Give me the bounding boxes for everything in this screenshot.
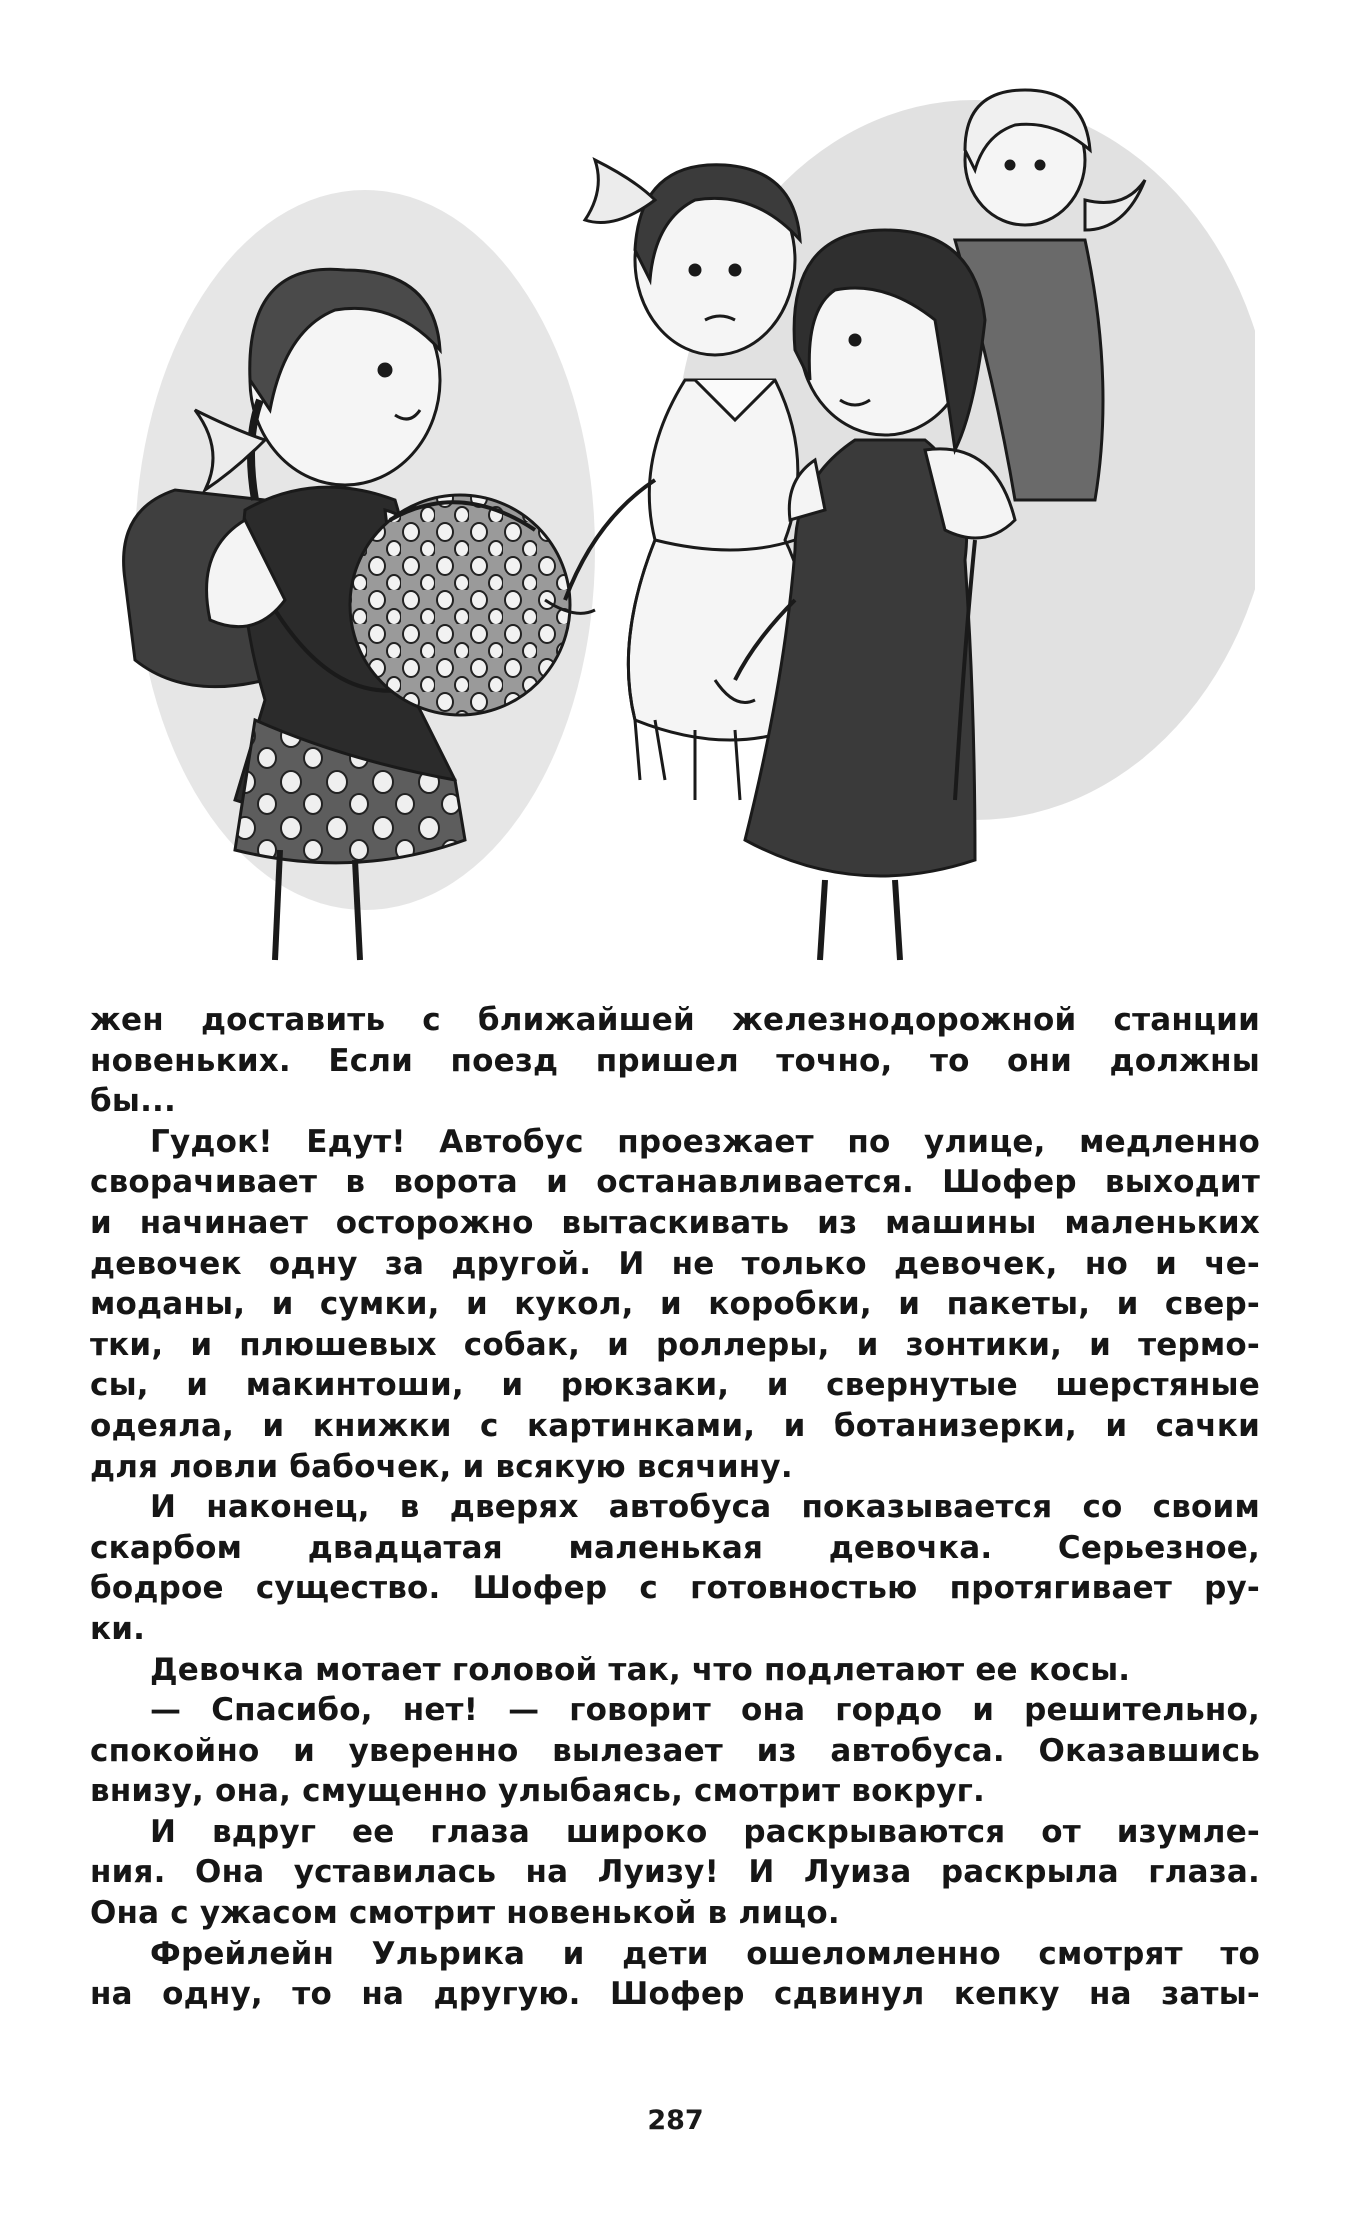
paragraph-3 [90,1487,1260,1649]
text-line: Она с ужасом смотрит новенькой в лицо. [90,1895,840,1932]
text-line: ки. [90,1610,146,1647]
text-line: Фрейлейн Ульрика и дети ошеломленно смотрят то [150,1935,1260,1972]
text-line: ния. Она уставилась на Луизу! И Луиза раскрыла глаза. [90,1854,1260,1891]
paragraph-1 [90,1000,1260,1122]
paragraph-2 [90,1122,1260,1487]
text-line: бы... [90,1083,177,1120]
page-number: 287 [647,2105,704,2136]
page-text [90,1000,1260,2015]
text-line: внизу, она, смущенно улыбаясь, смотрит вокруг. [90,1773,986,1810]
text-line: и начинает осторожно вытаскивать из машины маленьких [90,1204,1260,1241]
text-line: скарбом двадцатая маленькая девочка. Серьезное, [90,1529,1260,1566]
text-line: моданы, и сумки, и кукол, и коробки, и пакеты, и свер- [90,1286,1260,1323]
text-line: И вдруг ее глаза широко раскрываются от изумле- [150,1813,1260,1850]
text-line: сворачивает в ворота и останавливается. Шофер выходит [90,1164,1260,1201]
paragraph-6 [90,1812,1260,1934]
text-line: Гудок! Едут! Автобус проезжает по улице, медленно [150,1123,1260,1160]
text-line: новеньких. Если поезд пришел точно, то они должны [90,1042,1260,1079]
text-line: на одну, то на другую. Шофер сдвинул кепку на заты- [90,1976,1260,2013]
paragraph-4 [90,1650,1260,1691]
text-line: бодрое существо. Шофер с готовностью протягивает ру- [90,1570,1260,1607]
text-line: для ловли бабочек, и всякую всячину. [90,1448,793,1485]
text-line: И наконец, в дверях автобуса показывается со своим [150,1489,1260,1526]
text-line: — Спасибо, нет! — говорит она гордо и решительно, [150,1692,1260,1729]
text-line: тки, и плюшевых собак, и роллеры, и зонтики, и термо- [90,1326,1260,1363]
text-line: спокойно и уверенно вылезает из автобуса. Оказавшись [90,1732,1260,1769]
paragraph-5 [90,1690,1260,1812]
text-line: сы, и макинтоши, и рюкзаки, и свернутые шерстяные [90,1367,1260,1404]
illustration-girls [95,80,1255,980]
text-line: жен доставить с ближайшей железнодорожной станции [90,1002,1260,1038]
text-line: Девочка мотает головой так, что подлетают ее косы. [150,1651,1131,1688]
paragraph-7 [90,1934,1260,2015]
text-line: одеяла, и книжки с картинками, и ботанизерки, и сачки [90,1407,1260,1444]
text-line: девочек одну за другой. И не только девочек, но и че- [90,1245,1260,1282]
